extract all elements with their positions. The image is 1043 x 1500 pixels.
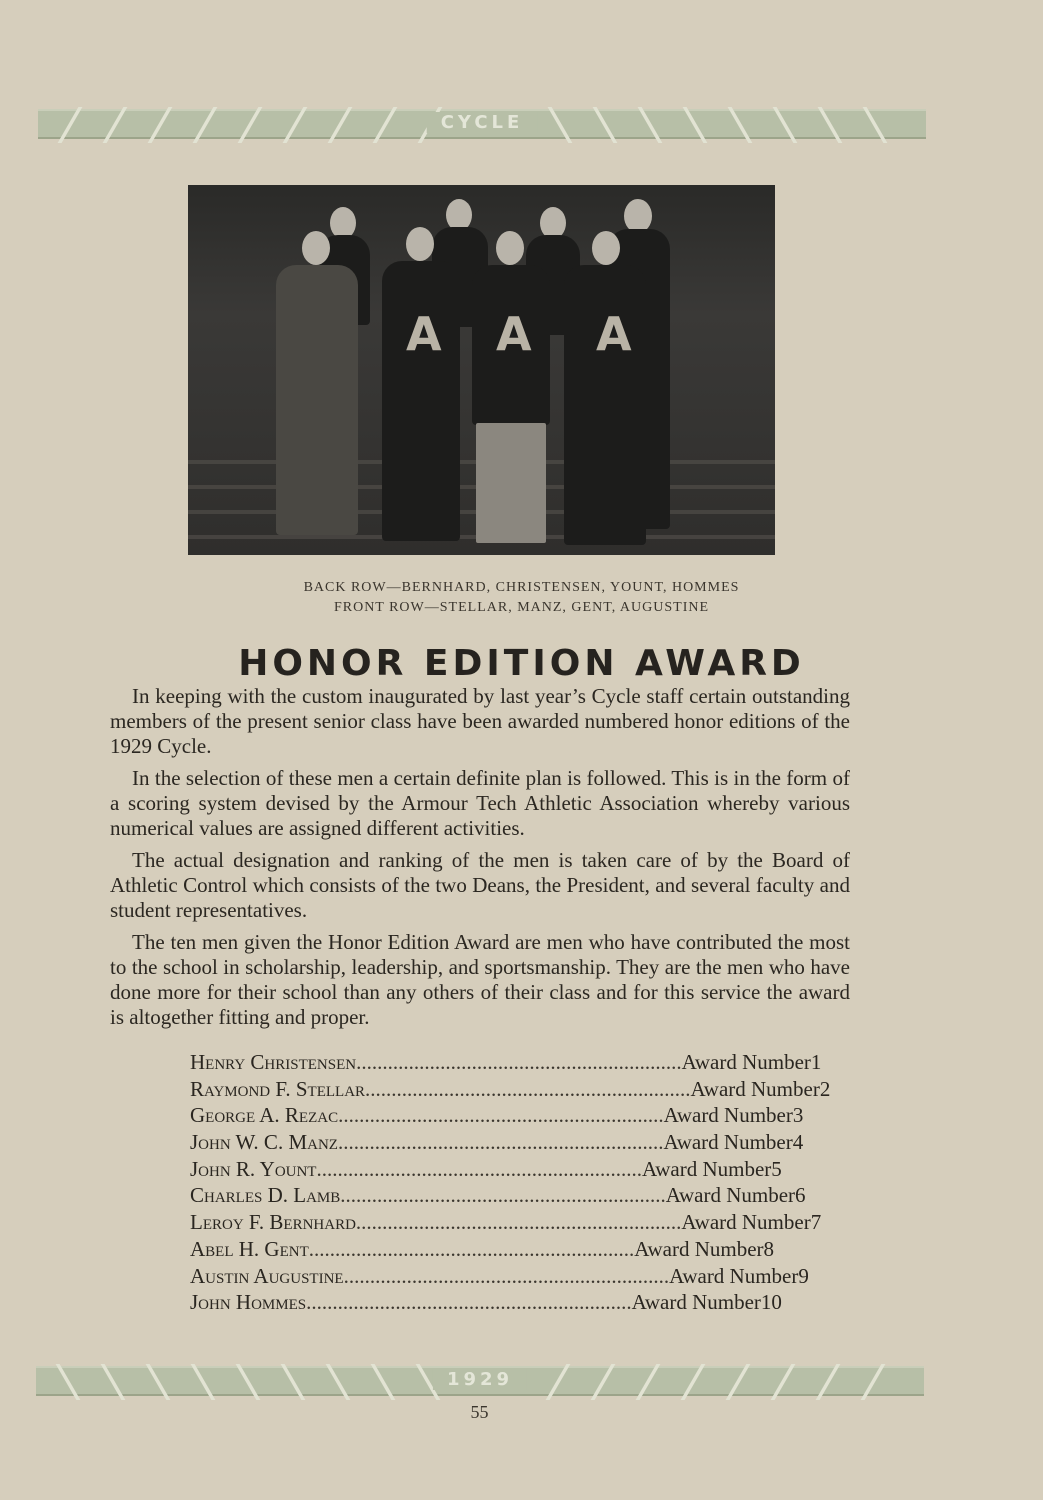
award-list	[190, 1049, 831, 1316]
sweater-letter: A	[496, 307, 532, 361]
award-number: 9	[798, 1263, 809, 1288]
award-label: Award Number	[663, 1103, 793, 1128]
award-recipient: Henry Christensen	[190, 1050, 357, 1074]
award-recipient: Leroy F. Bernhard	[190, 1210, 356, 1235]
sweater-letter: A	[406, 307, 442, 361]
award-label: Award Number	[690, 1076, 820, 1101]
award-number: 1	[810, 1050, 822, 1074]
award-row: Henry Christensen .............................................................. Award Number 1	[190, 1050, 822, 1074]
award-row: John W. C. Manz .............................................................. Award Number 4	[190, 1130, 804, 1155]
header-ornament-band	[38, 109, 926, 139]
paragraph-4: The ten men given the Honor Edition Award are men who have contributed the most to the school in scholarship, leadership, and sportsmanship. They are the men who have done more for their school than any others of their class and for this service the award is altogether fitting and proper.	[110, 930, 850, 1029]
award-row: John R. Yount .............................................................. Award Number 5	[190, 1156, 782, 1181]
page-title: HONOR EDITION AWARD	[238, 643, 805, 684]
photo-caption-front-row: FRONT ROW—STELLAR, MANZ, GENT, AUGUSTINE	[333, 600, 710, 615]
award-recipient: Charles D. Lamb	[190, 1183, 341, 1208]
award-label: Award Number	[641, 1156, 772, 1181]
paragraph-3: The actual designation and ranking of the men is taken care of by the Board of Athletic Control which consists of the two Deans, the President, and several faculty and student representatives.	[110, 848, 850, 922]
award-row: Charles D. Lamb .............................................................. Award Number 6	[190, 1183, 806, 1208]
award-recipient: Raymond F. Stellar	[190, 1076, 366, 1101]
award-label: Award Number	[669, 1263, 799, 1288]
award-label: Award Number	[631, 1290, 761, 1315]
footer-ornament-band	[36, 1366, 924, 1396]
award-recipient: George A. Rezac	[190, 1103, 339, 1128]
paragraph-2: In the selection of these men a certain definite plan is followed. This is in the form of a scoring system devised by the Armour Tech Athletic Association whereby various numerical values are assigned different activities.	[110, 766, 850, 840]
award-recipient: John Hommes	[190, 1290, 307, 1315]
award-label: Award Number	[634, 1236, 764, 1261]
award-row: John Hommes .............................................................. Award Number 10	[190, 1290, 782, 1315]
award-number: 5	[771, 1156, 782, 1181]
team-photo	[188, 185, 775, 555]
award-number: 7	[810, 1210, 822, 1235]
award-number: 3	[792, 1103, 804, 1128]
award-row: Leroy F. Bernhard .............................................................. Award Number 7	[190, 1210, 822, 1235]
award-number: 2	[819, 1076, 831, 1101]
sweater-letter: A	[596, 307, 632, 361]
award-label: Award Number	[663, 1130, 793, 1155]
photo-caption-back-row: BACK ROW—BERNHARD, CHRISTENSEN, YOUNT, HOMMES	[303, 580, 740, 595]
paragraph-1: In keeping with the custom inaugurated by last year’s Cycle staff certain outstanding members of the present senior class have been awarded numbered honor editions of the 1929 Cycle.	[110, 684, 850, 758]
page-number: 55	[470, 1402, 489, 1422]
award-recipient: John R. Yount	[190, 1156, 317, 1181]
header-band-text: CYCLE	[427, 112, 538, 133]
award-number: 10	[760, 1290, 782, 1315]
award-number: 8	[763, 1236, 775, 1261]
award-recipient: John W. C. Manz	[190, 1130, 338, 1155]
footer-band-text: 1929	[433, 1369, 527, 1390]
award-row: Raymond F. Stellar .............................................................. Award Number 2	[190, 1076, 831, 1101]
award-row: Austin Augustine .............................................................. Award Number 9	[190, 1263, 809, 1288]
award-label: Award Number	[681, 1210, 811, 1235]
award-label: Award Number	[681, 1050, 811, 1074]
award-number: 6	[795, 1183, 806, 1208]
award-row: Abel H. Gent .............................................................. Award Number 8	[190, 1236, 775, 1261]
award-recipient: Austin Augustine	[190, 1263, 344, 1288]
award-number: 4	[792, 1130, 804, 1155]
award-row: George A. Rezac .............................................................. Award Number 3	[190, 1103, 804, 1128]
award-label: Award Number	[665, 1183, 796, 1208]
award-recipient: Abel H. Gent	[190, 1236, 309, 1261]
